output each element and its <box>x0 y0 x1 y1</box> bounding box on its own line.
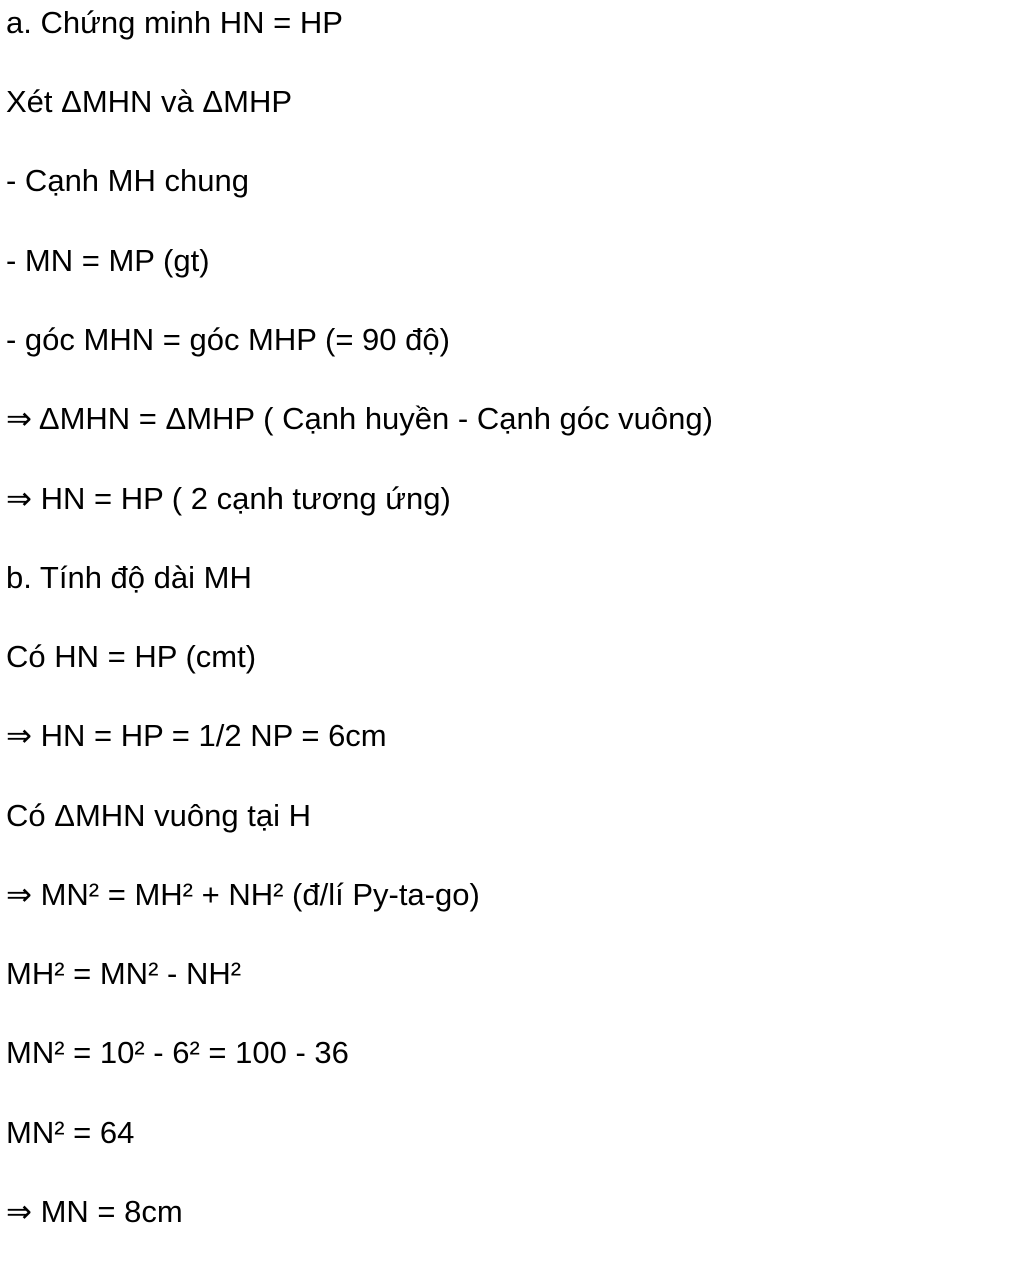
solution-document <box>6 0 1016 1267</box>
common-side-line: - Cạnh MH chung <box>6 163 249 198</box>
consider-triangles-line: Xét ΔMHN và ΔMHP <box>6 84 293 119</box>
hn-equals-hp-line: ⇒ HN = HP ( 2 cạnh tương ứng) <box>6 481 451 516</box>
right-angle-line: - góc MHN = góc MHP (= 90 độ) <box>6 322 450 357</box>
substitution-line: MN² = 10² - 6² = 100 - 36 <box>6 1035 349 1070</box>
right-triangle-line: Có ΔMHN vuông tại H <box>6 798 311 833</box>
part-b-heading: b. Tính độ dài MH <box>6 560 252 595</box>
equal-sides-line: - MN = MP (gt) <box>6 243 210 278</box>
final-answer-line: ⇒ MN = 8cm <box>6 1194 183 1229</box>
congruence-line: ⇒ ΔMHN = ΔMHP ( Cạnh huyền - Cạnh góc vuông) <box>6 401 713 436</box>
hn-value-line: ⇒ HN = HP = 1/2 NP = 6cm <box>6 718 387 753</box>
mh-squared-line: MH² = MN² - NH² <box>6 956 242 991</box>
pythagoras-line: ⇒ MN² = MH² + NH² (đ/lí Py-ta-go) <box>6 877 480 912</box>
mn-squared-result-line: MN² = 64 <box>6 1115 135 1150</box>
part-a-heading: a. Chứng minh HN = HP <box>6 5 343 40</box>
hn-hp-cmt-line: Có HN = HP (cmt) <box>6 639 257 674</box>
